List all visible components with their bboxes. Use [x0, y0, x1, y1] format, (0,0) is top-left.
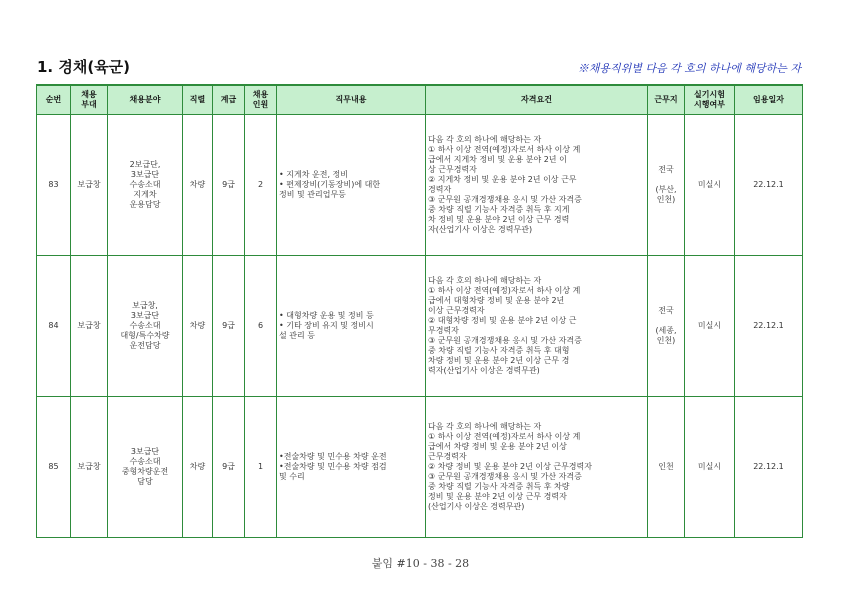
table-row [37, 115, 803, 256]
cell-req-line: ① 하사 이상 전역(예정)자로서 하사 이상 계 [428, 432, 581, 441]
cell-location-line: 인천 [658, 462, 674, 471]
cell-date: 22.12.1 [735, 115, 803, 256]
cell-req-line: 중 차량 직렬 기능사 자격증 취득 후 차량 [428, 482, 570, 491]
cell-count: 1 [245, 397, 277, 538]
cell-duty-line: •전술차량 및 민수용 차량 점검 [279, 462, 387, 471]
cell-field-line: 대형/특수차량 [120, 331, 170, 340]
cell-date: 22.12.1 [735, 397, 803, 538]
cell-req-line: 정비 및 운용 분야 2년 이상 근무 경력자 [428, 492, 567, 501]
cell-location-line: 전국 [658, 165, 674, 174]
cell-location-line: 인천) [656, 195, 676, 204]
cell-req-line: 다음 각 호의 하나에 해당하는 자 [428, 422, 542, 431]
header-col-count: 채용 인원 [245, 85, 277, 115]
cell-duty-line: 정비 및 관리업무등 [279, 190, 346, 199]
header-col-field: 채용분야 [108, 85, 183, 115]
cell-req-line: ③ 군무원 공개경쟁채용 응시 및 가산 자격증 [428, 472, 582, 481]
cell-req-line: ② 차량 정비 및 운용 분야 2년 이상 근무경력자 [428, 462, 592, 471]
cell-field-line: 보급창, [132, 301, 158, 310]
cell-field-line: 2보급단, [129, 160, 161, 169]
cell-location-line [650, 175, 682, 185]
cell-req-line: 다음 각 호의 하나에 해당하는 자 [428, 135, 542, 144]
cell-grade: 9급 [213, 115, 245, 256]
cell-duty-line: 설 관리 등 [279, 331, 315, 340]
cell-duty-line: • 대형차량 운용 및 정비 등 [279, 311, 374, 320]
cell-req-line: 력자(산업기사 이상은 경력무관) [428, 366, 540, 375]
cell-field [108, 115, 183, 256]
cell-location-line: (세종, [655, 326, 677, 335]
cell-req-line: 차 정비 및 운용 분야 2년 이상 근무 경력 [428, 215, 570, 224]
cell-req-line: ① 하사 이상 전역(예정)자로서 하사 이상 계 [428, 145, 581, 154]
cell-field [108, 397, 183, 538]
cell-field-line: 운전담당 [129, 341, 161, 350]
cell-duty-line: 및 수리 [279, 472, 305, 481]
cell-count: 2 [245, 115, 277, 256]
cell-field-line: 운용담당 [129, 200, 161, 209]
header-col-req: 자격요건 [426, 85, 648, 115]
header-col-series: 직렬 [183, 85, 213, 115]
cell-field-line: 지게차 [133, 190, 157, 199]
cell-grade: 9급 [213, 256, 245, 397]
cell-series: 차량 [183, 256, 213, 397]
header-col-practical: 실기시험 시행여부 [685, 85, 735, 115]
cell-req-line: 경력자 [428, 185, 452, 194]
cell-req-line: 무경력자 [428, 326, 459, 335]
header-col-grade: 계급 [213, 85, 245, 115]
cell-req-line: ③ 군무원 공개경쟁채용 응시 및 가산 자격증 [428, 195, 582, 204]
cell-req-line: 상 근무경력자 [428, 165, 477, 174]
table-row [37, 256, 803, 397]
cell-no: 84 [37, 256, 71, 397]
header-col-date: 임용일자 [735, 85, 803, 115]
cell-location [648, 397, 685, 538]
table-body [37, 115, 803, 538]
cell-req [426, 256, 648, 397]
cell-req-line: ② 지게차 정비 및 운용 분야 2년 이상 근무 [428, 175, 577, 184]
cell-unit: 보급창 [71, 397, 108, 538]
cell-field-line: 담당 [137, 477, 153, 486]
cell-req-line: 자(산업기사 이상은 경력무관) [428, 225, 533, 234]
cell-field-line: 수송소대 [129, 180, 161, 189]
cell-req-line: 중 차량 직렬 기능사 자격증 취득 후 지게 [428, 205, 570, 214]
cell-req-line: 근무경력자 [428, 452, 467, 461]
header-col-duty: 직무내용 [277, 85, 426, 115]
cell-req-line: ② 대형차량 정비 및 운용 분야 2년 이상 근 [428, 316, 577, 325]
cell-practical: 미실시 [685, 256, 735, 397]
cell-duty-line: •전술차량 및 민수용 차량 운전 [279, 452, 387, 461]
cell-req-line: 급에서 지게차 정비 및 운용 분야 2년 이 [428, 155, 567, 164]
page-footer: 붙임 #10 - 38 - 28 [371, 557, 470, 570]
header-col-location: 근무지 [648, 85, 685, 115]
header-col-unit: 채용 부대 [71, 85, 108, 115]
cell-field-line: 수송소대 [129, 457, 161, 466]
cell-date: 22.12.1 [735, 256, 803, 397]
cell-grade: 9급 [213, 397, 245, 538]
cell-req-line: 다음 각 호의 하나에 해당하는 자 [428, 276, 542, 285]
cell-series: 차량 [183, 115, 213, 256]
cell-req [426, 397, 648, 538]
recruitment-table [36, 84, 803, 538]
cell-field-line: 수송소대 [129, 321, 161, 330]
cell-req-line: 차량 정비 및 운용 분야 2년 이상 근무 경 [428, 356, 570, 365]
cell-req-line: 급에서 차량 정비 및 운용 분야 2년 이상 [428, 442, 567, 451]
cell-duty [277, 397, 426, 538]
cell-location-line: (부산, [655, 185, 677, 194]
cell-duty [277, 115, 426, 256]
cell-field-line: 3보급단 [130, 447, 160, 456]
cell-duty-line: • 기타 장비 유지 및 정비시 [279, 321, 374, 330]
cell-req-line: ① 하사 이상 전역(예정)자로서 하사 이상 계 [428, 286, 581, 295]
cell-location [648, 115, 685, 256]
cell-field-line: 3보급단 [130, 311, 160, 320]
cell-duty-line: • 편제장비(기동장비)에 대한 [279, 180, 381, 189]
cell-count: 6 [245, 256, 277, 397]
cell-req [426, 115, 648, 256]
cell-req-line: 중 차량 직렬 기능사 자격증 취득 후 대형 [428, 346, 570, 355]
header-note: ※채용직위별 다음 각 호의 하나에 해당하는 자 [577, 62, 801, 75]
header-col-no: 순번 [37, 85, 71, 115]
cell-field [108, 256, 183, 397]
cell-req-line: ③ 군무원 공개경쟁채용 응시 및 가산 자격증 [428, 336, 582, 345]
cell-unit: 보급창 [71, 115, 108, 256]
page-title: 1. 경채(육군) [37, 58, 131, 76]
cell-no: 85 [37, 397, 71, 538]
cell-req-line: (산업기사 이상은 경력무관) [428, 502, 525, 511]
cell-duty [277, 256, 426, 397]
cell-practical: 미실시 [685, 115, 735, 256]
cell-unit: 보급창 [71, 256, 108, 397]
cell-location-line: 전국 [658, 306, 674, 315]
table-header-row [37, 85, 803, 115]
cell-no: 83 [37, 115, 71, 256]
cell-location-line: 인천) [656, 336, 676, 345]
cell-field-line: 중형차량운전 [121, 467, 169, 476]
cell-duty-line: • 지게차 운전, 정비 [279, 170, 348, 179]
cell-series: 차량 [183, 397, 213, 538]
cell-location-line [650, 316, 682, 326]
cell-req-line: 급에서 대형차량 정비 및 운용 분야 2년 [428, 296, 565, 305]
cell-location [648, 256, 685, 397]
cell-req-line: 이상 근무경력자 [428, 306, 485, 315]
cell-field-line: 3보급단 [130, 170, 160, 179]
table-row [37, 397, 803, 538]
cell-practical: 미실시 [685, 397, 735, 538]
